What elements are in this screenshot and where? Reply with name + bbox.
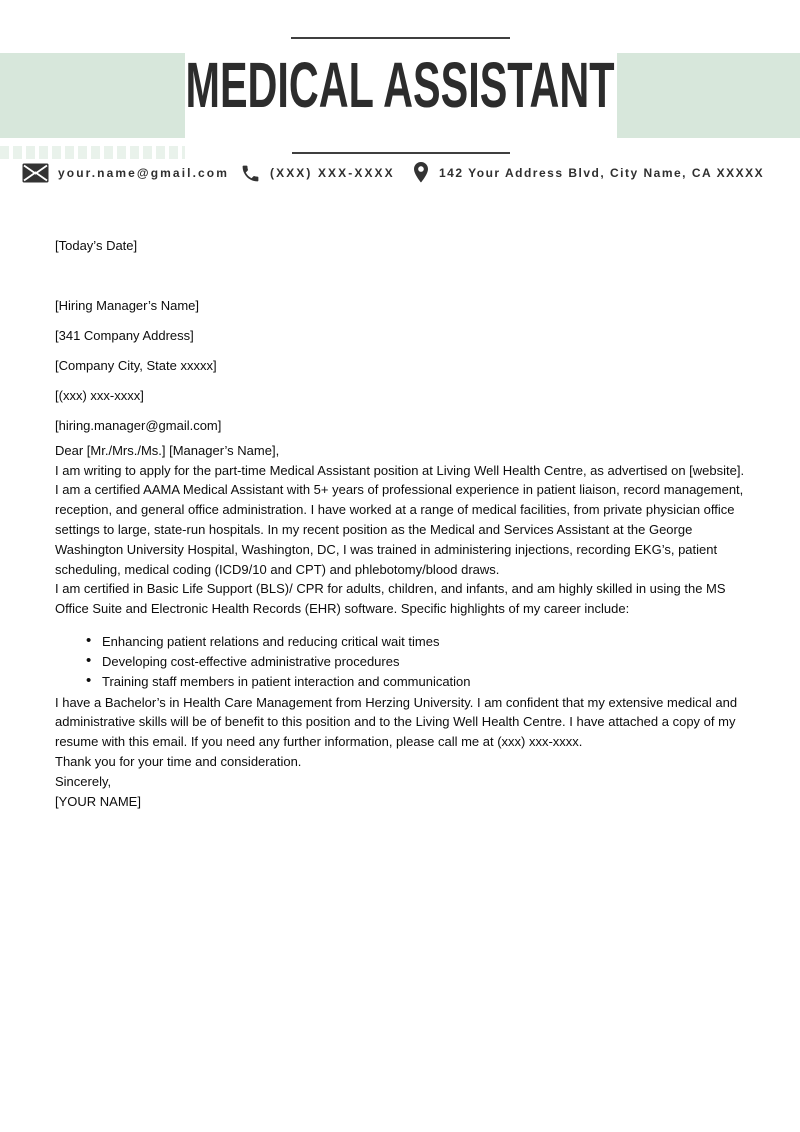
contact-address-text: 142 Your Address Blvd, City Name, CA XXXXX (439, 166, 765, 180)
closing-paragraph: I have a Bachelor’s in Health Care Management from Herzing University. I am confident that my extensive medical and administrative skills will be of benefit to this position and to the Living Well Health Centre. I have attached a copy of my resume with this email. If you need any further information, please call me at (xxx) xxx-xxxx. (55, 694, 738, 750)
signoff: Sincerely, (55, 773, 112, 789)
recipient-block (55, 291, 749, 441)
accent-block-left (0, 53, 185, 138)
header-bottom-rule (292, 152, 510, 154)
skills-paragraph: I am certified in Basic Life Support (BLS)/ CPR for adults, children, and infants, and am highly skilled in using the MS Office Suite and Electronic Health Records (EHR) software. Specific highlights of my career include: (55, 581, 726, 617)
contact-address (412, 160, 764, 186)
letter-body (55, 236, 749, 811)
list-item: • Developing cost-effective administrative procedures (55, 652, 749, 672)
letter-date: [Today’s Date] (55, 238, 138, 253)
contact-email-text: your.name@gmail.com (58, 166, 229, 180)
recipient-city-state: [Company City, State xxxxx] (55, 357, 217, 373)
contact-phone-text: (XXX) XXX-XXXX (270, 166, 395, 180)
list-item: • Enhancing patient relations and reducing critical wait times (55, 632, 749, 652)
salutation: Dear [Mr./Mrs./Ms.] [Manager’s Name], (55, 442, 280, 458)
thanks-line: Thank you for your time and consideration. (55, 753, 302, 769)
recipient-address: [341 Company Address] (55, 327, 194, 343)
accent-echo-texture (0, 146, 185, 159)
career-highlights-list (55, 632, 749, 693)
envelope-icon (22, 163, 49, 183)
location-pin-icon (412, 161, 430, 185)
accent-block-right (617, 53, 800, 138)
page-title: MEDICAL ASSISTANT (185, 49, 615, 121)
list-item: • Training staff members in patient interaction and communication (55, 672, 749, 692)
recipient-phone: [(xxx) xxx-xxxx] (55, 387, 144, 403)
recipient-name: [Hiring Manager’s Name] (55, 297, 200, 313)
phone-icon (240, 163, 261, 184)
intro-paragraph: I am writing to apply for the part-time Medical Assistant position at Living Well Health Centre, as advertised on [website]. I am a certified AAMA Medical Assistant with 5+ years of professional experience in patient liaison, record management, reception, and general office administration. I have worked at a range of medical facilities, from private physician office settings to large, state-run hospitals. In my recent position as the Medical and Services Assistant at the George Washington University Hospital, Washington, DC, I was trained in administering injections, recording EKG’s, patient scheduling, medical coding (ICD9/10 and CPT) and phlebotomy/blood draws. (55, 462, 745, 577)
signature-name: [YOUR NAME] (55, 793, 141, 809)
contact-email (22, 160, 229, 186)
contact-phone (240, 160, 395, 186)
recipient-email: [hiring.manager@gmail.com] (55, 417, 222, 433)
header-top-rule (291, 37, 510, 39)
